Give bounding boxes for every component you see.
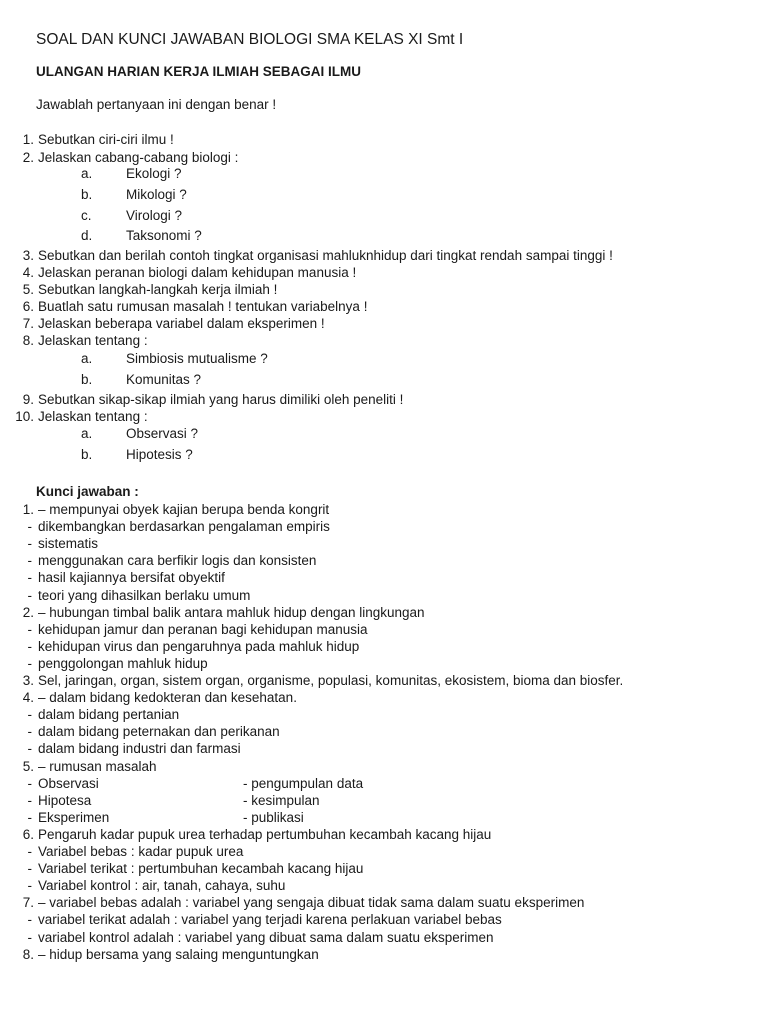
sub-item-letter: a. [81,426,93,441]
answer-text: penggolongan mahluk hidup [38,656,208,671]
question-number: 5. [22,282,34,297]
answer-text-second-column: - publikasi [243,810,304,825]
question-text: Sebutkan ciri-ciri ilmu ! [38,132,174,147]
answer-text: Pengaruh kadar pupuk urea terhadap pertumbuhan kecambah kacang hijau [38,827,492,842]
answer-marker: 2. [22,605,34,620]
instruction: Jawablah pertanyaan ini dengan benar ! [36,97,277,112]
document-subtitle: ULANGAN HARIAN KERJA ILMIAH SEBAGAI ILMU [36,64,361,79]
question-number: 2. [22,150,34,165]
answer-text: Variabel bebas : kadar pupuk urea [38,844,244,859]
answer-text: – variabel bebas adalah : variabel yang sengaja dibuat tidak sama dalam suatu eksperimen [38,895,585,910]
question-number: 8. [22,333,34,348]
answer-marker: 7. [22,895,34,910]
answer-marker: - [27,656,32,671]
answer-marker: - [27,588,32,603]
question-text: Jelaskan tentang : [38,333,148,348]
question-number: 3. [22,248,34,263]
answer-marker: - [27,707,32,722]
question-number: 1. [22,132,34,147]
answer-text: Hipotesa [38,793,92,808]
answer-text-second-column: - pengumpulan data [243,776,364,791]
question-text: Jelaskan tentang : [38,409,148,424]
answer-text: hasil kajiannya bersifat obyektif [38,570,225,585]
answer-marker: 5. [22,759,34,774]
document-title: SOAL DAN KUNCI JAWABAN BIOLOGI SMA KELAS XI Smt I [36,31,464,48]
answer-text: kehidupan virus dan pengaruhnya pada mahluk hidup [38,639,360,654]
answer-marker: - [27,536,32,551]
answer-text: – mempunyai obyek kajian berupa benda kongrit [38,502,330,517]
question-number: 4. [22,265,34,280]
sub-item-letter: a. [81,166,93,181]
question-text: Sebutkan langkah-langkah kerja ilmiah ! [38,282,278,297]
sub-item-letter: b. [81,187,93,202]
answer-marker: - [27,793,32,808]
answer-text: Eksperimen [38,810,110,825]
answer-text: variabel kontrol adalah : variabel yang dibuat sama dalam suatu eksperimen [38,930,494,945]
question-number: 7. [22,316,34,331]
answer-marker: - [27,741,32,756]
sub-item-text: Mikologi ? [126,187,187,202]
question-text: Buatlah satu rumusan masalah ! tentukan variabelnya ! [38,299,368,314]
answer-marker: - [27,844,32,859]
question-number: 10. [15,409,34,424]
answer-text: dalam bidang industri dan farmasi [38,741,241,756]
answer-marker: - [27,930,32,945]
answer-text: variabel terikat adalah : variabel yang terjadi karena perlakuan variabel bebas [38,912,502,927]
answer-text-second-column: - kesimpulan [243,793,320,808]
answer-text: dalam bidang peternakan dan perikanan [38,724,280,739]
answer-marker: 3. [22,673,34,688]
answer-text: – hidup bersama yang salaing menguntungkan [38,947,319,962]
answer-text: – dalam bidang kedokteran dan kesehatan. [38,690,297,705]
answer-marker: - [27,810,32,825]
answer-marker: - [27,570,32,585]
answer-text: kehidupan jamur dan peranan bagi kehidupan manusia [38,622,368,637]
answer-text: – rumusan masalah [38,759,157,774]
question-number: 9. [22,392,34,407]
answer-text: dalam bidang pertanian [38,707,180,722]
question-text: Sebutkan dan berilah contoh tingkat organisasi mahluknhidup dari tingkat rendah sampai tinggi ! [38,248,613,263]
sub-item-letter: d. [81,228,93,243]
answer-marker: 8. [22,947,34,962]
question-text: Sebutkan sikap-sikap ilmiah yang harus dimiliki oleh peneliti ! [38,392,404,407]
answer-marker: - [27,861,32,876]
sub-item-text: Taksonomi ? [126,228,202,243]
answer-marker: 1. [22,502,34,517]
answer-marker: - [27,776,32,791]
sub-item-letter: b. [81,372,93,387]
sub-item-letter: a. [81,351,93,366]
answer-marker: - [27,639,32,654]
answer-text: Variabel terikat : pertumbuhan kecambah kacang hijau [38,861,364,876]
answer-text: Observasi [38,776,99,791]
sub-item-text: Observasi ? [126,426,199,441]
question-number: 6. [22,299,34,314]
question-text: Jelaskan peranan biologi dalam kehidupan manusia ! [38,265,357,280]
answer-marker: - [27,912,32,927]
answer-key-title: Kunci jawaban : [36,484,139,499]
answer-marker: - [27,622,32,637]
answer-text: teori yang dihasilkan berlaku umum [38,588,251,603]
sub-item-letter: c. [81,208,92,223]
sub-item-text: Simbiosis mutualisme ? [126,351,268,366]
answer-text: dikembangkan berdasarkan pengalaman empiris [38,519,330,534]
question-text: Jelaskan beberapa variabel dalam eksperimen ! [38,316,325,331]
question-text: Jelaskan cabang-cabang biologi : [38,150,239,165]
answer-text: Variabel kontrol : air, tanah, cahaya, suhu [38,878,286,893]
answer-marker: - [27,519,32,534]
sub-item-text: Virologi ? [126,208,183,223]
answer-marker: - [27,878,32,893]
sub-item-text: Hipotesis ? [126,447,193,462]
answer-text: menggunakan cara berfikir logis dan konsisten [38,553,317,568]
sub-item-letter: b. [81,447,93,462]
answer-marker: 6. [22,827,34,842]
answer-text: Sel, jaringan, organ, sistem organ, organisme, populasi, komunitas, ekosistem, bioma dan biosfer. [38,673,624,688]
answer-marker: - [27,724,32,739]
sub-item-text: Ekologi ? [126,166,182,181]
answer-text: sistematis [38,536,99,551]
answer-text: – hubungan timbal balik antara mahluk hidup dengan lingkungan [38,605,425,620]
answer-marker: - [27,553,32,568]
answer-marker: 4. [22,690,34,705]
sub-item-text: Komunitas ? [126,372,202,387]
